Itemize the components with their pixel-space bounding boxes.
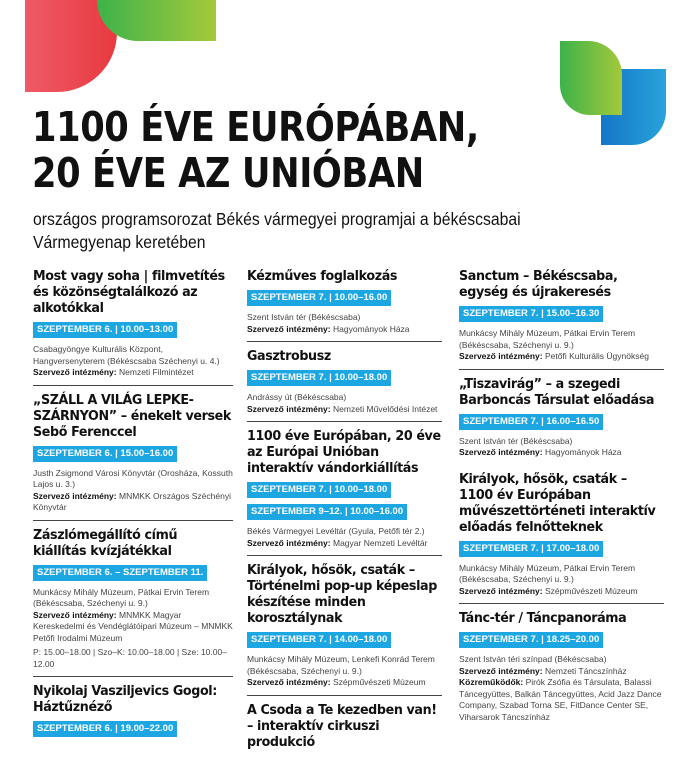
- date-badge: SZEPTEMBER 6. | 19.00–22.00: [33, 721, 177, 737]
- event-title: Királyok, hősök, csaták – Történelmi pop-up képeslap készítése minden korosztálynak: [247, 562, 437, 626]
- event-hours: P: 15.00–18.00 | Szo–K: 10.00–18.00 | Sze: 10.00–12.00: [33, 647, 227, 669]
- date-badge: SZEPTEMBER 9–12. | 10.00–16.00: [247, 504, 407, 520]
- event-date-row: [459, 538, 664, 560]
- event-item: [459, 376, 664, 465]
- contributors-label: Közreműködők:: [459, 677, 524, 687]
- event-contributors: [459, 677, 664, 723]
- event-date-row: [247, 629, 442, 651]
- event-date-row: [33, 443, 233, 465]
- program-column-1: [33, 268, 233, 752]
- event-location: Szent István téri színpad (Békéscsaba): [459, 654, 607, 664]
- organizer-value: Nemzeti Művelődési Intézet: [333, 403, 438, 414]
- organizer-label: Szervező intézmény:: [459, 447, 543, 457]
- organizer-label: Szervező intézmény:: [247, 323, 331, 334]
- organizer-value: Szépművészeti Múzeum: [545, 585, 638, 596]
- event-date-row: [247, 287, 442, 309]
- event-location: Csabagyöngye Kulturális Központ, Hangversenyterem (Békéscsaba Széchenyi u. 4.): [33, 344, 220, 366]
- event-location: Szent István tér (Békéscsaba): [247, 312, 361, 322]
- organizer-label: Szervező intézmény:: [33, 609, 117, 620]
- event-organizer: [247, 538, 442, 550]
- event-item: [33, 683, 233, 746]
- title-line-2: 20 ÉVE AZ UNIÓBAN: [32, 149, 424, 197]
- organizer-label: Szervező intézmény:: [247, 537, 331, 548]
- event-organizer: [459, 447, 664, 459]
- event-item: [459, 610, 664, 729]
- event-item: [247, 348, 442, 422]
- event-item: [459, 268, 664, 370]
- event-organizer: [33, 491, 233, 514]
- event-date-row: [459, 411, 664, 433]
- organizer-value: MNMKK Országos Széchényi Könyvtár: [33, 490, 231, 512]
- event-date-row: [459, 303, 664, 325]
- green-leaf-decoration-right: [560, 41, 622, 115]
- program-column-2: [247, 268, 442, 765]
- poster-title: [32, 104, 479, 196]
- organizer-value: Nemzeti Filmintézet: [119, 367, 194, 377]
- poster-subtitle: [33, 208, 521, 254]
- subtitle-line-2: Vármegyenap keretében: [33, 232, 206, 252]
- event-title: Gasztrobusz: [247, 348, 331, 364]
- event-location: Andrássy út (Békéscsaba): [247, 392, 347, 402]
- event-title: „Tiszavirág” – a szegedi Barboncás Társulat előadása: [459, 375, 655, 408]
- date-badge: SZEPTEMBER 7. | 10.00–16.00: [247, 290, 391, 306]
- date-badge: SZEPTEMBER 6. | 15.00–16.00: [33, 446, 177, 462]
- event-item: [247, 562, 442, 696]
- event-date-row: [33, 718, 233, 740]
- date-badge: SZEPTEMBER 7. | 15.00–16.30: [459, 306, 603, 322]
- event-item: [33, 527, 233, 678]
- date-badge: SZEPTEMBER 7. | 16.00–16.50: [459, 414, 603, 430]
- event-date-row: [247, 367, 442, 389]
- event-date-row: [459, 629, 664, 651]
- organizer-value: MNMKK Magyar Kereskedelmi és Vendéglátóipari Múzeum – MNMKK Petőfi Irodalmi Múzeum: [33, 609, 233, 643]
- event-item: [247, 268, 442, 342]
- event-location: Justh Zsigmond Városi Könyvtár (Orosháza, Kossuth Lajos u. 3.): [33, 467, 233, 489]
- event-date-row: [247, 501, 442, 523]
- event-item: [33, 268, 233, 386]
- event-organizer: [459, 351, 664, 363]
- date-badge: SZEPTEMBER 6. – SZEPTEMBER 11.: [33, 565, 207, 581]
- date-badge: SZEPTEMBER 7. | 14.00–18.00: [247, 632, 391, 648]
- event-item: [247, 702, 442, 759]
- event-location: Munkácsy Mihály Múzeum, Pátkai Ervin Terem (Békéscsaba, Széchenyi u. 9.): [33, 586, 210, 608]
- event-organizer: [247, 677, 442, 689]
- contributors-value: Pirók Zsófia és Társulata, Balassi Táncegyüttes, Balkán Táncegyüttes, Acid Jazz Dance Company, Szabad Torna SE, FitDance Center SE, Viharsarok Táncszínház: [459, 677, 662, 722]
- organizer-label: Szervező intézmény:: [459, 665, 543, 676]
- organizer-label: Szervező intézmény:: [459, 585, 543, 596]
- event-title: Kézműves foglalkozás: [247, 268, 398, 284]
- event-item: [33, 392, 233, 521]
- date-badge: SZEPTEMBER 7. | 10.00–18.00: [247, 482, 391, 498]
- event-date-row: [247, 479, 442, 501]
- event-date-row: [33, 319, 233, 341]
- organizer-label: Szervező intézmény:: [247, 403, 331, 414]
- organizer-value: Nemzeti Táncszínház: [545, 665, 627, 676]
- date-badge: SZEPTEMBER 6. | 10.00–13.00: [33, 322, 177, 338]
- organizer-label: Szervező intézmény:: [33, 490, 117, 501]
- event-title: Most vagy soha | filmvetítés és közönségtalálkozó az alkotókkal: [33, 268, 225, 316]
- event-organizer: [33, 610, 233, 645]
- event-location: Munkácsy Mihály Múzeum, Pátkai Ervin Terem (Békéscsaba, Széchenyi u. 9.): [459, 328, 636, 350]
- title-line-1: 1100 ÉVE EURÓPÁBAN,: [32, 103, 479, 151]
- organizer-value: Petőfi Kulturális Ügynökség: [545, 351, 649, 361]
- event-title: Nyikolaj Vasziljevics Gogol: Háztűznéző: [33, 683, 217, 715]
- event-title: „SZÁLL A VILÁG LEPKE-SZÁRNYON” – énekelt versek Sebő Ferenccel: [33, 391, 231, 440]
- organizer-label: Szervező intézmény:: [33, 367, 117, 377]
- event-title: A Csoda a Te kezedben van! – interaktív cirkuszi produkció: [247, 701, 437, 750]
- event-organizer: [459, 666, 664, 678]
- date-badge: SZEPTEMBER 7. | 18.25–20.00: [459, 632, 603, 648]
- event-organizer: [247, 324, 442, 336]
- date-badge: SZEPTEMBER 7. | 17.00–18.00: [459, 541, 603, 557]
- organizer-value: Szépművészeti Múzeum: [333, 677, 426, 687]
- event-location: Szent István tér (Békéscsaba): [459, 435, 573, 446]
- event-item: [459, 471, 664, 605]
- event-item: [247, 428, 442, 556]
- event-date-row: [33, 562, 233, 584]
- organizer-value: Magyar Nemzeti Levéltár: [333, 537, 428, 548]
- event-organizer: [247, 404, 442, 416]
- event-title: Királyok, hősök, csaták – 1100 év Európában művészettörténeti interaktív előadás felnőtteknek: [459, 470, 656, 535]
- event-organizer: [459, 586, 664, 598]
- organizer-value: Hagyományok Háza: [333, 323, 410, 334]
- event-title: Sanctum – Békéscsaba, egység és újrakeresés: [459, 268, 618, 300]
- event-location: Munkácsy Mihály Múzeum, Pátkai Ervin Terem (Békéscsaba, Széchenyi u. 9.): [459, 562, 636, 584]
- organizer-label: Szervező intézmény:: [247, 677, 331, 687]
- date-badge: SZEPTEMBER 7. | 10.00–18.00: [247, 370, 391, 386]
- event-location: Békés Vármegyei Levéltár (Gyula, Petőfi tér 2.): [247, 526, 425, 536]
- event-location: Munkácsy Mihály Múzeum, Lenkefi Konrád Terem (Békéscsaba, Széchenyi u. 9.): [247, 654, 435, 676]
- event-title: Zászlómegállító című kiállítás kvízjátékkal: [33, 526, 178, 559]
- event-title: Tánc-tér / Táncpanoráma: [459, 610, 627, 626]
- program-column-3: [459, 268, 664, 735]
- organizer-label: Szervező intézmény:: [459, 351, 543, 361]
- event-title: 1100 éve Európában, 20 éve az Európai Unióban interaktív vándorkiállítás: [247, 428, 441, 476]
- organizer-value: Hagyományok Háza: [545, 447, 622, 457]
- subtitle-line-1: országos programsorozat Békés vármegyei programjai a békéscsabai: [33, 209, 521, 229]
- event-organizer: [33, 367, 233, 379]
